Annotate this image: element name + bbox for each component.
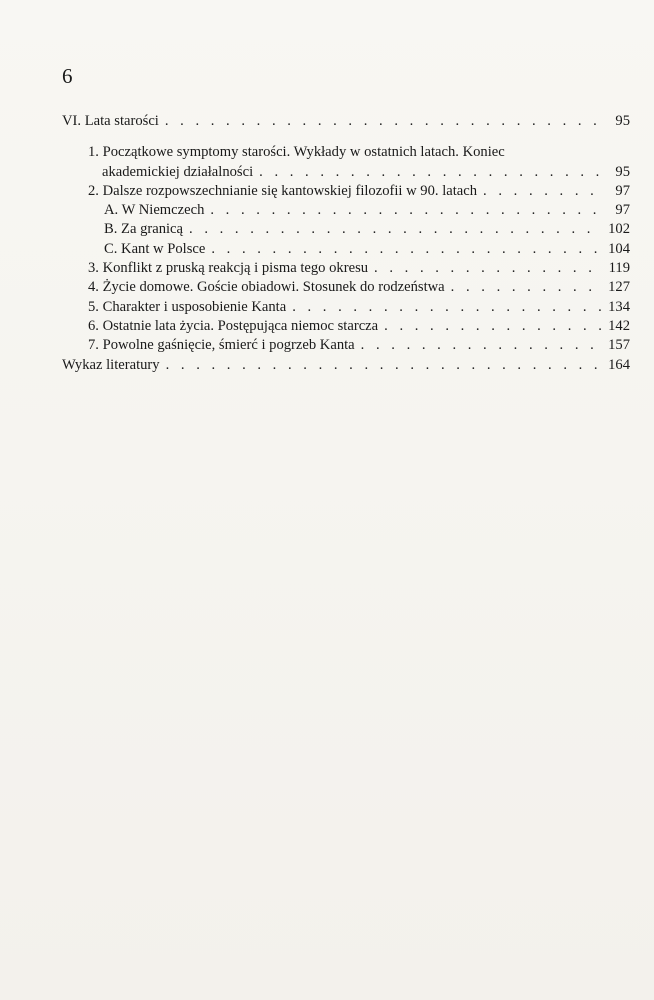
toc-entry-page: 97 bbox=[615, 202, 630, 219]
toc-entry-label: B. Za granicą bbox=[104, 221, 184, 238]
toc-entry-label: 4. Życie domowe. Goście obiadowi. Stosunek do rodzeństwa bbox=[88, 279, 445, 296]
toc-entry-label: 3. Konflikt z pruską reakcją i pisma tego okresu bbox=[88, 260, 369, 277]
toc-entry-page: 95 bbox=[615, 163, 630, 180]
toc-entry-2a[interactable] bbox=[62, 201, 630, 220]
leader-dots bbox=[189, 220, 602, 239]
toc-entry-2c[interactable] bbox=[62, 240, 630, 259]
toc-entry-2[interactable] bbox=[62, 182, 630, 201]
leader-dots bbox=[361, 336, 602, 355]
toc-entry-label: 1. Początkowe symptomy starości. Wykłady w ostatnich latach. Koniec bbox=[88, 144, 505, 161]
toc-entry-page: 104 bbox=[608, 240, 630, 257]
toc-entry-page: 164 bbox=[608, 356, 630, 373]
toc-entry-label: C. Kant w Polsce bbox=[104, 240, 206, 257]
leader-dots bbox=[384, 317, 602, 336]
toc-entry-page: 142 bbox=[608, 317, 630, 334]
toc-entry-2b[interactable] bbox=[62, 220, 630, 239]
toc-entry-label: VI. Lata starości bbox=[62, 113, 159, 129]
toc-entry-page: 157 bbox=[608, 337, 630, 354]
table-of-contents bbox=[62, 112, 630, 375]
toc-entry-page: 97 bbox=[615, 182, 630, 199]
toc-entry-page: 127 bbox=[608, 279, 630, 296]
toc-entry-7[interactable] bbox=[62, 336, 630, 355]
leader-dots bbox=[166, 356, 602, 375]
toc-entry-page: 102 bbox=[608, 221, 630, 238]
toc-chapter-row[interactable] bbox=[62, 112, 630, 131]
leader-dots bbox=[483, 182, 602, 201]
leader-dots bbox=[451, 278, 602, 297]
leader-dots bbox=[374, 259, 602, 278]
toc-entry-6[interactable] bbox=[62, 317, 630, 336]
toc-entry-page: 134 bbox=[608, 298, 630, 315]
leader-dots bbox=[292, 298, 602, 317]
toc-entry-label: 6. Ostatnie lata życia. Postępująca niemoc starcza bbox=[88, 317, 379, 334]
leader-dots bbox=[210, 201, 602, 220]
toc-entry-label: A. W Niemczech bbox=[104, 202, 205, 219]
toc-entry-4[interactable] bbox=[62, 278, 630, 297]
leader-dots bbox=[259, 163, 602, 182]
toc-entry-page: 95 bbox=[615, 113, 630, 129]
leader-dots bbox=[211, 240, 602, 259]
toc-entry-5[interactable] bbox=[62, 298, 630, 317]
toc-entry-1[interactable] bbox=[62, 143, 630, 182]
toc-entry-page: 119 bbox=[608, 260, 630, 277]
toc-entry-label: Wykaz literatury bbox=[62, 356, 160, 373]
toc-bibliography-row[interactable] bbox=[62, 356, 630, 375]
toc-entry-label: 2. Dalsze rozpowszechnianie się kantowskiej filozofii w 90. latach bbox=[88, 182, 478, 199]
toc-entry-label: 7. Powolne gaśnięcie, śmierć i pogrzeb Kanta bbox=[88, 337, 355, 354]
toc-entry-3[interactable] bbox=[62, 259, 630, 278]
leader-dots bbox=[165, 112, 602, 131]
toc-entry-label: 5. Charakter i usposobienie Kanta bbox=[88, 298, 287, 315]
toc-entry-label-continued: akademickiej działalności bbox=[102, 163, 254, 180]
page-number: 6 bbox=[62, 64, 73, 88]
